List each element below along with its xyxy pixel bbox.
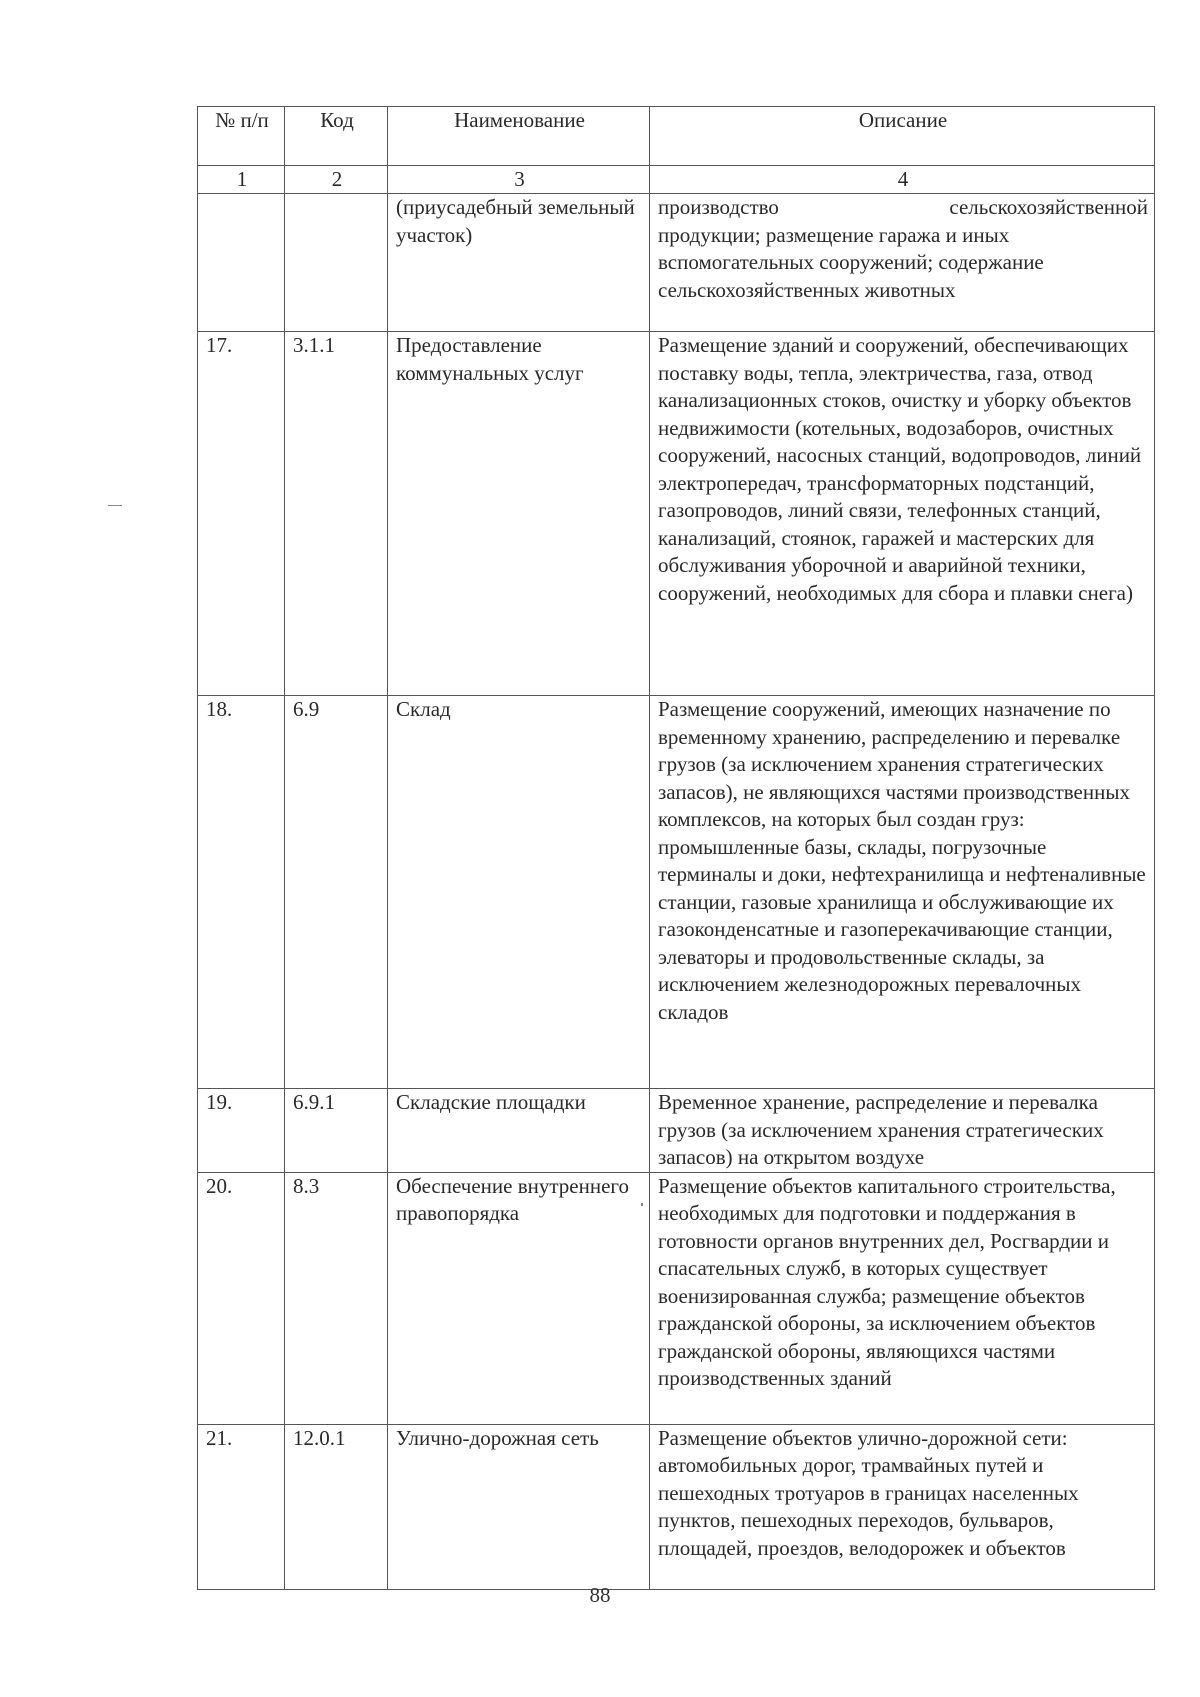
- header-code: Код: [285, 107, 388, 166]
- row-code: 3.1.1: [285, 332, 388, 696]
- row-number: 20.: [198, 1172, 285, 1424]
- row-code: 12.0.1: [285, 1424, 388, 1589]
- row-description: Размещение зданий и сооружений, обеспечивающих поставку воды, тепла, электричества, газа, отвод канализационных стоков, очистку и уборку объектов недвижимости (котельных, водозаборов, очистных сооружений, насосных станций, водопроводов, линий электропередач, трансформаторных подстанций, газопроводов, линий связи, телефонных станций, канализаций, стоянок, гаражей и мастерских для обслуживания уборочной и аварийной техники, сооружений, необходимых для сбора и плавки снега): [650, 332, 1155, 696]
- row-code: 6.9.1: [285, 1089, 388, 1173]
- column-number-2: 2: [285, 166, 388, 194]
- row-name: (приусадебный земельный участок): [388, 194, 650, 332]
- row-number: [198, 194, 285, 332]
- row-description: Размещение сооружений, имеющих назначение по временному хранению, распределению и перевалке грузов (за исключением хранения стратегических запасов), не являющихся частями производственных комплексов, на которых был создан груз: промышленные базы, склады, погрузочные терминалы и доки, нефтехранилища и нефтеналивные станции, газовые хранилища и обслуживающие их газоконденсатные и газоперекачивающие станции, элеваторы и продовольственные склады, за исключением железнодорожных перевалочных складов: [650, 696, 1155, 1089]
- scan-speck: [641, 1203, 643, 1206]
- table-header-row: [198, 107, 1155, 166]
- table-row: [198, 332, 1155, 696]
- row-description: Временное хранение, распределение и перевалка грузов (за исключением хранения стратегических запасов) на открытом воздухе: [650, 1089, 1155, 1173]
- header-name: Наименование: [388, 107, 650, 166]
- row-number: 17.: [198, 332, 285, 696]
- row-number: 21.: [198, 1424, 285, 1589]
- land-use-table: [197, 106, 1155, 1590]
- column-number-4: 4: [650, 166, 1155, 194]
- column-number-row: [198, 166, 1155, 194]
- row-code: 8.3: [285, 1172, 388, 1424]
- row-name: Складские площадки: [388, 1089, 650, 1173]
- row-name: Улично-дорожная сеть: [388, 1424, 650, 1589]
- table-row: [198, 1089, 1155, 1173]
- row-code: [285, 194, 388, 332]
- column-number-3: 3: [388, 166, 650, 194]
- row-description-rest: продукции; размещение гаража и иных вспомогательных сооружений; содержание сельскохозяйственных животных: [658, 222, 1044, 302]
- row-description: [650, 194, 1155, 332]
- table-row: [198, 1172, 1155, 1424]
- row-name: Склад: [388, 696, 650, 1089]
- scan-speck: [108, 505, 122, 506]
- row-name: Обеспечение внутреннего правопорядка: [388, 1172, 650, 1424]
- row-description: Размещение объектов капитального строительства, необходимых для подготовки и поддержания в готовности органов внутренних дел, Росгвардии и спасательных служб, в которых существует военизированная служба; размещение объектов гражданской обороны, за исключением объектов гражданской обороны, являющихся частями производственных зданий: [650, 1172, 1155, 1424]
- table-row: [198, 1424, 1155, 1589]
- page-number: 88: [589, 1583, 611, 1607]
- row-name: Предоставление коммунальных услуг: [388, 332, 650, 696]
- row-number: 19.: [198, 1089, 285, 1173]
- header-number: № п/п: [198, 107, 285, 166]
- row-description: Размещение объектов улично-дорожной сети: автомобильных дорог, трамвайных путей и пешеходных тротуаров в границах населенных пунктов, пешеходных переходов, бульваров, площадей, проездов, велодорожек и объектов: [650, 1424, 1155, 1589]
- table-row: [198, 194, 1155, 332]
- row-description-first-line: производство сельскохозяйственной: [658, 195, 1148, 219]
- table-row: [198, 696, 1155, 1089]
- column-number-1: 1: [198, 166, 285, 194]
- row-number: 18.: [198, 696, 285, 1089]
- row-code: 6.9: [285, 696, 388, 1089]
- header-description: Описание: [650, 107, 1155, 166]
